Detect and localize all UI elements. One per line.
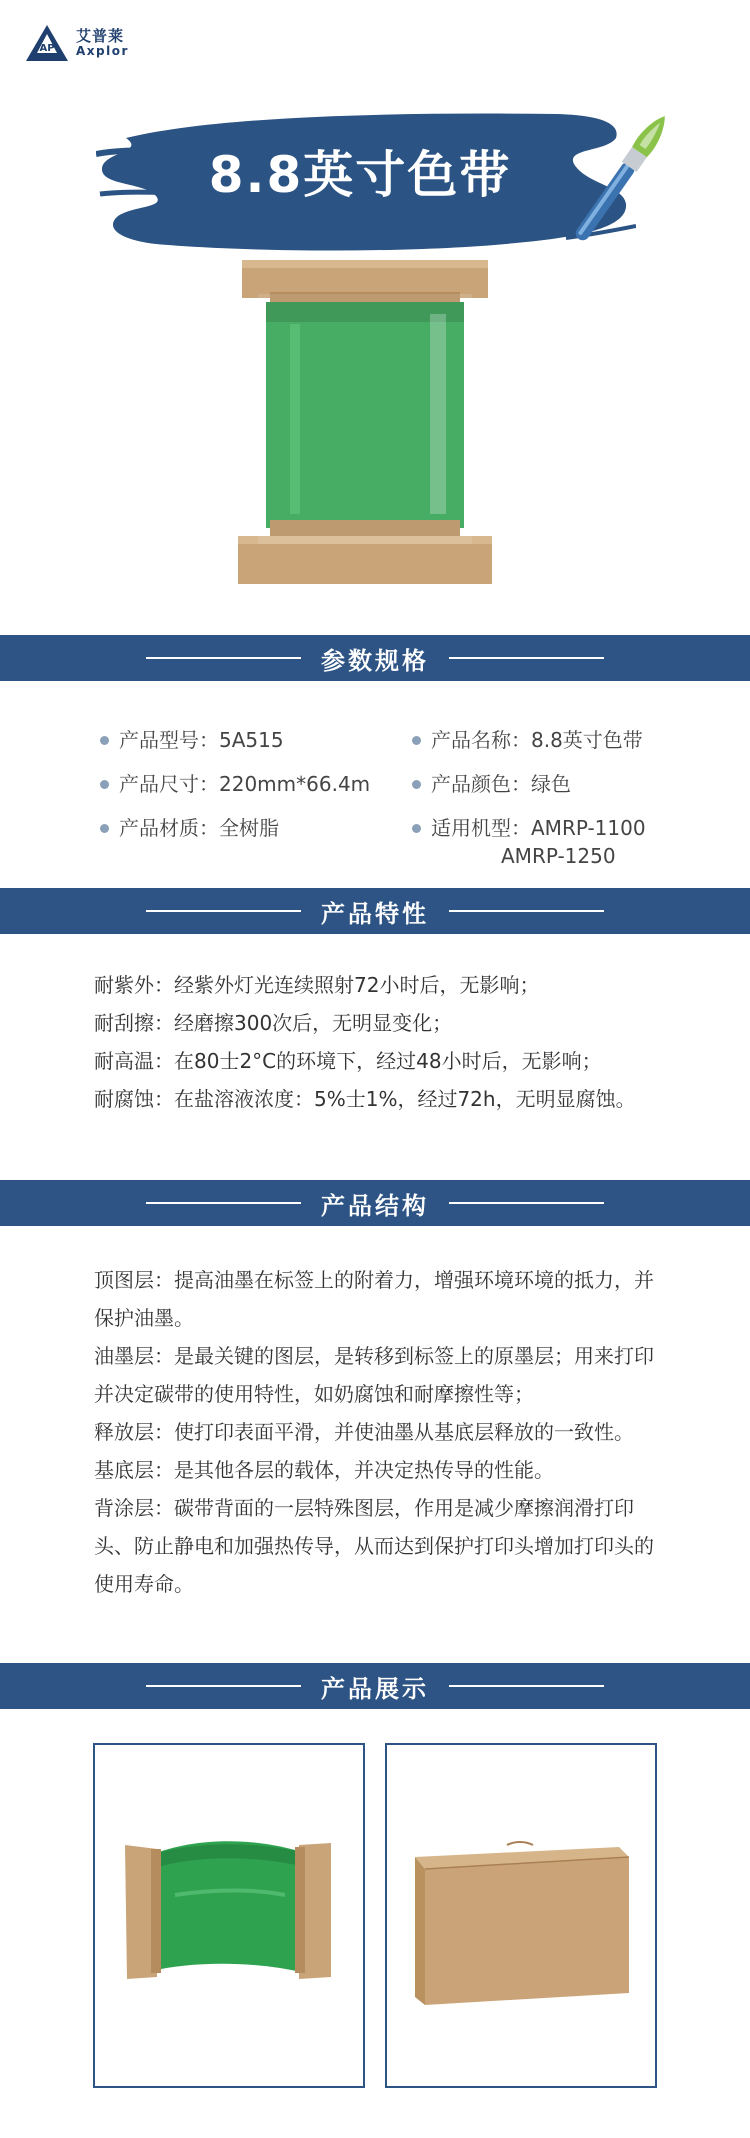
features-text: 耐紫外：经紫外灯光连续照射72小时后，无影响； 耐刮擦：经磨擦300次后，无明显变化； 耐高温：在80士2°C的环境下，经过48小时后，无影响； 耐腐蚀：在盐溶液浓度：5%士1%，经过72h，无明显腐蚀。 <box>94 973 636 1111</box>
brand-name-cn: 艾普莱 <box>76 26 125 45</box>
param-label: 产品尺寸： <box>119 772 219 796</box>
bullet-dot-icon <box>412 780 421 789</box>
param-value: 220mm*66.4m <box>219 772 371 796</box>
structure-text: 顶图层：提高油墨在标签上的附着力，增强环境环境的抵力，并保护油墨。 油墨层：是最关键的图层，是转移到标签上的原墨层；用来打印并决定碳带的使用特性，如奶腐蚀和耐摩擦性等； 释放层：使打印表面平滑，并使油墨从基底层释放的一致性。 基底层：是其他各层的载体，并决定热传导的性能。 背涂层：碳带背面的一层特殊图层，作用是减少摩擦润滑打印头、防止静电和加强热传导，从而达到保护打印头增加打印头的使用寿命。 <box>94 1268 654 1596</box>
gallery-image-box <box>387 1745 655 2086</box>
param-label: 产品名称： <box>431 728 531 752</box>
axplor-logo-icon <box>24 23 70 63</box>
param-label: 产品颜色： <box>431 772 531 796</box>
param-size <box>100 770 370 798</box>
bullet-dot-icon <box>412 736 421 745</box>
param-value-2: AMRP-1250 <box>501 844 616 868</box>
param-compatible <box>412 814 646 870</box>
bullet-dot-icon <box>100 780 109 789</box>
bullet-dot-icon <box>100 736 109 745</box>
bullet-dot-icon <box>412 824 421 833</box>
param-color <box>412 770 571 798</box>
bullet-dot-icon <box>100 824 109 833</box>
param-value: 5A515 <box>219 728 284 752</box>
section-title-showcase: 产品展示 <box>321 1674 429 1703</box>
param-name <box>412 726 643 754</box>
param-material <box>100 814 279 842</box>
param-value: 全树脂 <box>219 816 279 840</box>
section-header-structure <box>0 1180 750 1226</box>
section-header-showcase <box>0 1663 750 1709</box>
param-label: 适用机型： <box>431 816 531 840</box>
param-label: 产品材质： <box>119 816 219 840</box>
param-value: 8.8英寸色带 <box>531 728 643 752</box>
hero-title: 8.8英寸色带 <box>208 146 512 204</box>
section-header-features <box>0 888 750 934</box>
gallery-item-box[interactable] <box>385 1743 657 2088</box>
section-title-features: 产品特性 <box>321 899 429 928</box>
svg-text:AP: AP <box>39 43 55 54</box>
section-header-params <box>0 635 750 681</box>
section-title-params: 参数规格 <box>321 646 429 675</box>
brand-name-en: Axplor <box>76 43 129 58</box>
gallery-image-ribbon <box>95 1745 363 2086</box>
param-model <box>100 726 284 754</box>
paint-brush-icon <box>560 100 680 260</box>
param-label: 产品型号： <box>119 728 219 752</box>
param-value: 绿色 <box>531 772 571 796</box>
gallery-item-ribbon[interactable] <box>93 1743 365 2088</box>
section-title-structure: 产品结构 <box>321 1191 429 1220</box>
param-value: AMRP-1100 <box>531 816 646 840</box>
product-image-ribbon <box>230 254 500 592</box>
brand-logo[interactable] <box>24 22 129 64</box>
